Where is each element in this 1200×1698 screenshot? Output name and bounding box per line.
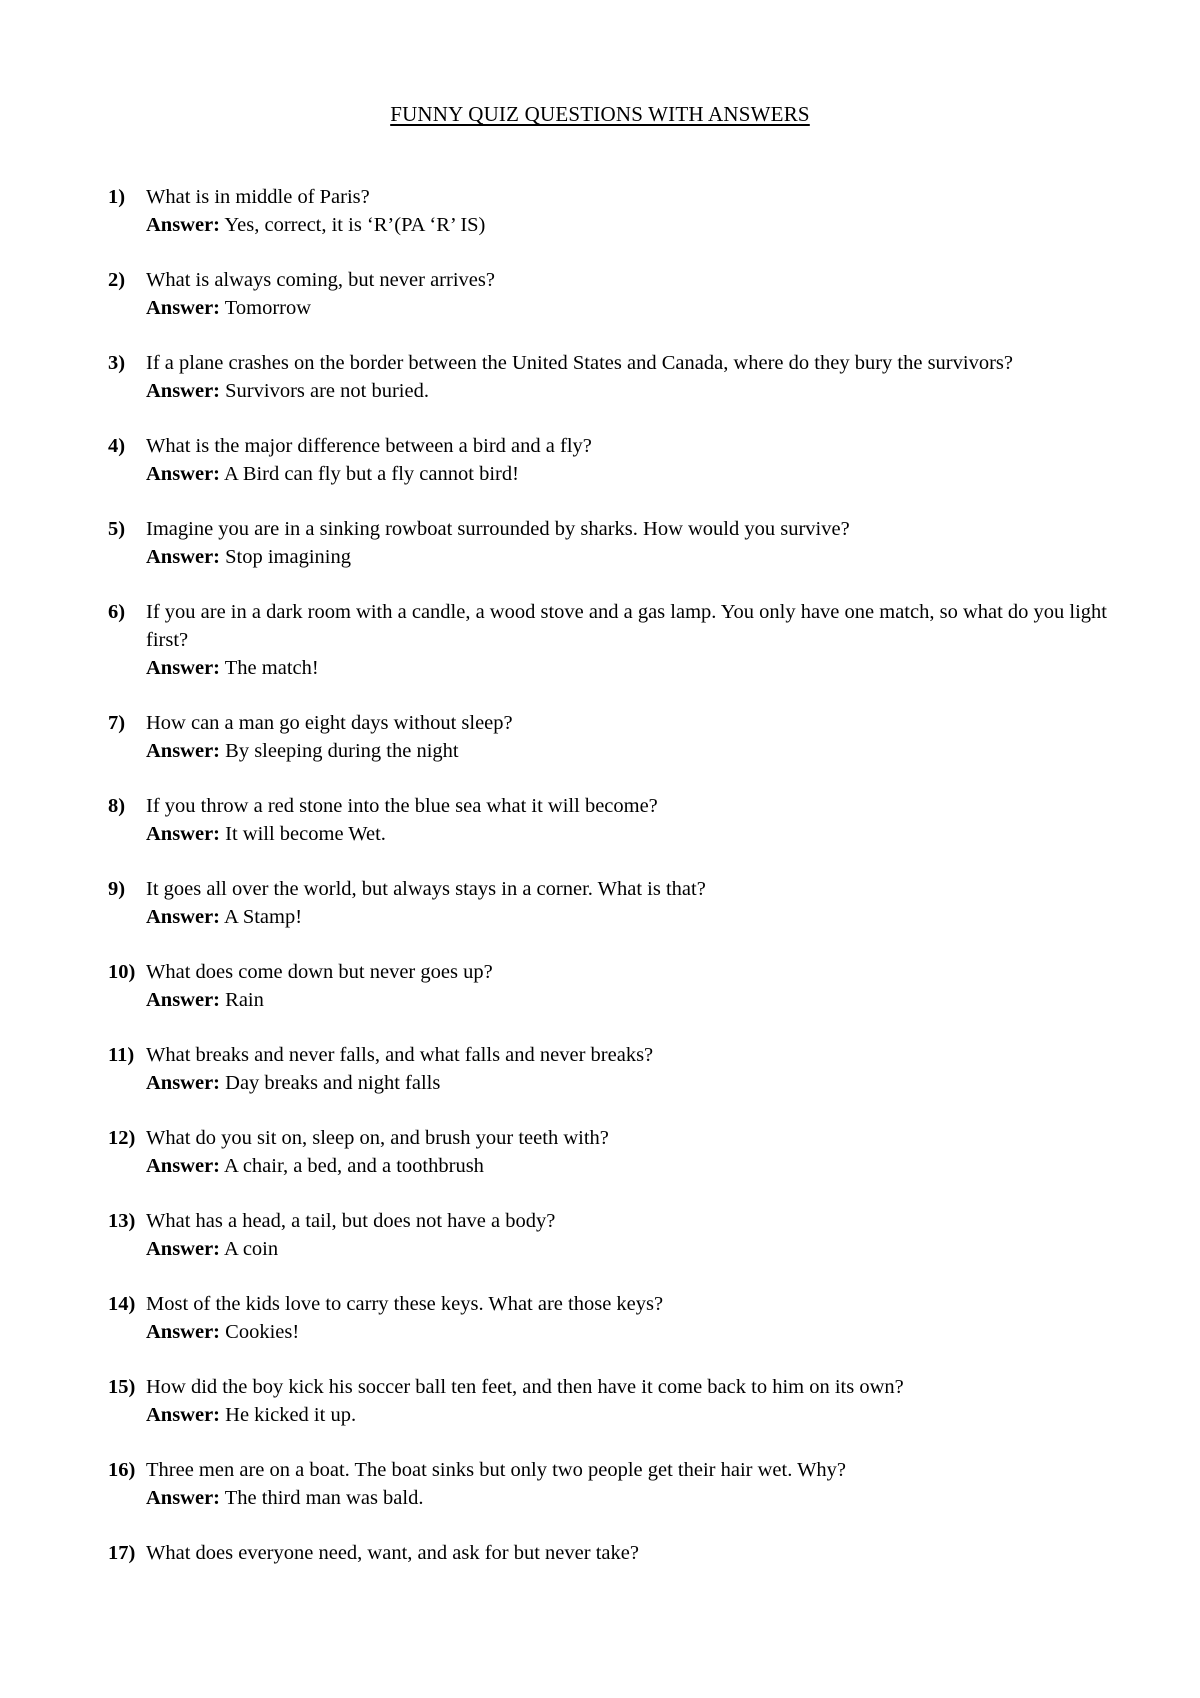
answer-line	[146, 294, 1138, 322]
question-item	[108, 792, 1138, 848]
question-number: 4)	[108, 435, 126, 457]
answer-text: The third man was bald.	[224, 1487, 424, 1509]
answer-label: Answer:	[146, 657, 221, 679]
question-item	[108, 598, 1138, 682]
question-text: How can a man go eight days without sleep?	[146, 712, 513, 734]
question-item	[108, 266, 1138, 322]
question-text: What does come down but never goes up?	[146, 961, 493, 983]
question-number: 10)	[108, 961, 136, 983]
answer-line	[146, 543, 1138, 571]
question-item	[108, 709, 1138, 765]
question-item	[108, 1539, 1138, 1567]
answer-text: Day breaks and night falls	[225, 1072, 441, 1094]
answer-text: Survivors are not buried.	[225, 380, 429, 402]
question-text: What does everyone need, want, and ask for but never take?	[146, 1542, 639, 1564]
question-text: How did the boy kick his soccer ball ten feet, and then have it come back to him on its own?	[146, 1376, 904, 1398]
answer-label: Answer:	[146, 1072, 221, 1094]
answer-line	[146, 1152, 1138, 1180]
answer-label: Answer:	[146, 1238, 221, 1260]
answer-text: A chair, a bed, and a toothbrush	[224, 1155, 484, 1177]
question-text: What is always coming, but never arrives?	[146, 269, 495, 291]
answer-text: Rain	[225, 989, 264, 1011]
answer-line	[146, 1318, 1138, 1346]
question-item	[108, 1207, 1138, 1263]
question-item	[108, 1290, 1138, 1346]
question-text: If you are in a dark room with a candle, a wood stove and a gas lamp. You only have one match, so what do you light first?	[146, 601, 1108, 651]
answer-label: Answer:	[146, 989, 221, 1011]
answer-line	[146, 460, 1138, 488]
answer-text: It will become Wet.	[225, 823, 386, 845]
question-text: What is the major difference between a bird and a fly?	[146, 435, 592, 457]
question-text: Most of the kids love to carry these keys. What are those keys?	[146, 1293, 664, 1315]
question-number: 9)	[108, 878, 126, 900]
answer-line	[146, 1069, 1138, 1097]
question-item	[108, 958, 1138, 1014]
answer-line	[146, 211, 1138, 239]
answer-label: Answer:	[146, 1404, 221, 1426]
answer-label: Answer:	[146, 297, 221, 319]
answer-label: Answer:	[146, 546, 221, 568]
answer-text: Stop imagining	[225, 546, 351, 568]
answer-text: A coin	[224, 1238, 279, 1260]
question-number: 15)	[108, 1376, 136, 1398]
question-text: What is in middle of Paris?	[146, 186, 370, 208]
answer-line	[146, 737, 1138, 765]
question-number: 14)	[108, 1293, 136, 1315]
question-number: 2)	[108, 269, 126, 291]
question-number: 5)	[108, 518, 126, 540]
question-item	[108, 183, 1138, 239]
question-item	[108, 349, 1138, 405]
answer-text: The match!	[224, 657, 319, 679]
answer-label: Answer:	[146, 1321, 221, 1343]
answer-label: Answer:	[146, 740, 221, 762]
question-text: What breaks and never falls, and what falls and never breaks?	[146, 1044, 654, 1066]
answer-label: Answer:	[146, 214, 221, 236]
answer-text: He kicked it up.	[225, 1404, 357, 1426]
answer-label: Answer:	[146, 1487, 221, 1509]
answer-text: A Bird can fly but a fly cannot bird!	[224, 463, 519, 485]
answer-line	[146, 654, 1138, 682]
answer-line	[146, 1401, 1138, 1429]
answer-label: Answer:	[146, 463, 221, 485]
answer-text: A Stamp!	[224, 906, 303, 928]
question-number: 1)	[108, 186, 126, 208]
question-number: 8)	[108, 795, 126, 817]
question-number: 12)	[108, 1127, 136, 1149]
answer-text: Yes, correct, it is ‘R’(PA ‘R’ IS)	[224, 214, 486, 236]
answer-line	[146, 903, 1138, 931]
answer-line	[146, 1484, 1138, 1512]
question-item	[108, 1373, 1138, 1429]
question-number: 6)	[108, 601, 126, 623]
question-text: If a plane crashes on the border between the United States and Canada, where do they bury the survivors?	[146, 352, 1013, 374]
question-list	[108, 183, 1138, 1594]
question-text: Three men are on a boat. The boat sinks but only two people get their hair wet. Why?	[146, 1459, 847, 1481]
answer-line	[146, 377, 1138, 405]
answer-text: By sleeping during the night	[225, 740, 459, 762]
answer-label: Answer:	[146, 823, 221, 845]
question-text: Imagine you are in a sinking rowboat surrounded by sharks. How would you survive?	[146, 518, 850, 540]
answer-line	[146, 986, 1138, 1014]
question-item	[108, 1041, 1138, 1097]
question-number: 3)	[108, 352, 126, 374]
document-title: FUNNY QUIZ QUESTIONS WITH ANSWERS	[390, 102, 810, 126]
question-item	[108, 1124, 1138, 1180]
answer-label: Answer:	[146, 1155, 221, 1177]
question-item	[108, 875, 1138, 931]
question-item	[108, 515, 1138, 571]
question-number: 11)	[108, 1044, 135, 1066]
question-text: If you throw a red stone into the blue sea what it will become?	[146, 795, 658, 817]
answer-text: Tomorrow	[224, 297, 312, 319]
answer-text: Cookies!	[225, 1321, 300, 1343]
question-number: 17)	[108, 1542, 136, 1564]
question-number: 16)	[108, 1459, 136, 1481]
question-item	[108, 1456, 1138, 1512]
question-text: It goes all over the world, but always stays in a corner. What is that?	[146, 878, 706, 900]
answer-label: Answer:	[146, 906, 221, 928]
question-number: 7)	[108, 712, 126, 734]
answer-line	[146, 1235, 1138, 1263]
question-number: 13)	[108, 1210, 136, 1232]
answer-line	[146, 820, 1138, 848]
question-text: What has a head, a tail, but does not have a body?	[146, 1210, 556, 1232]
question-item	[108, 432, 1138, 488]
answer-label: Answer:	[146, 380, 221, 402]
question-text: What do you sit on, sleep on, and brush your teeth with?	[146, 1127, 609, 1149]
